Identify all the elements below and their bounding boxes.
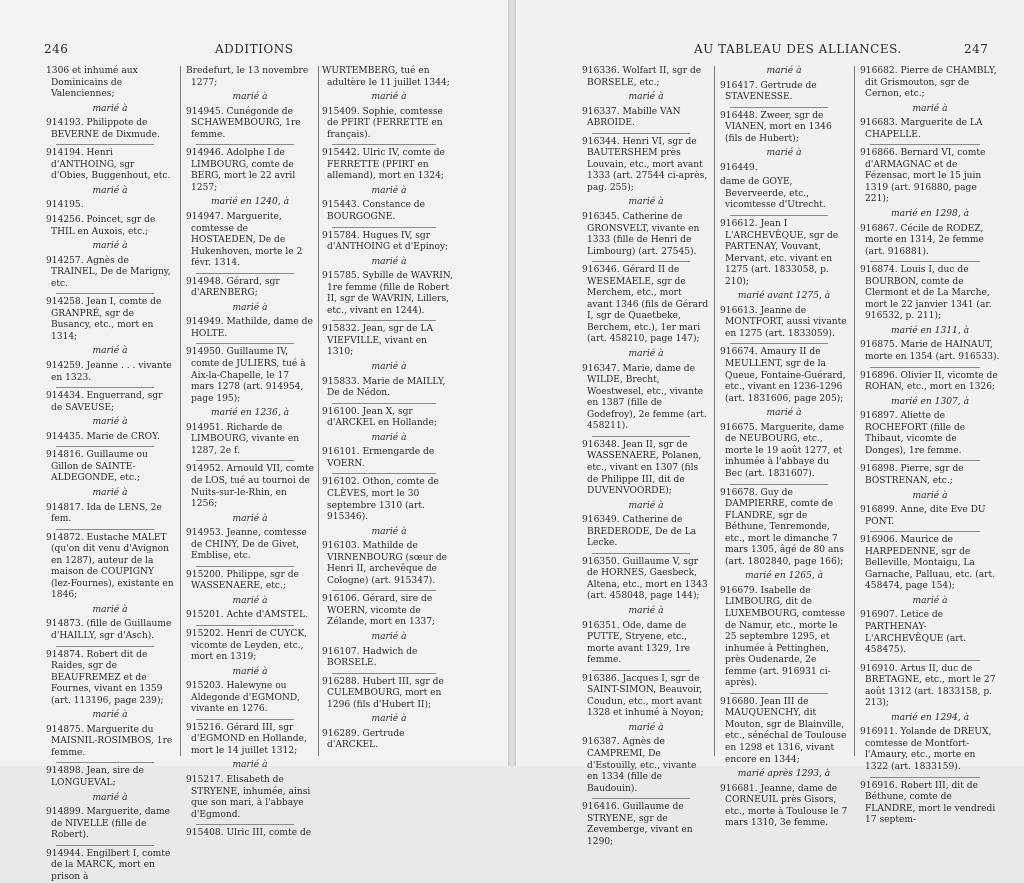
right-column-3: [860, 66, 1000, 826]
marriage-line: marié à: [766, 66, 802, 76]
entry-separator: [870, 144, 980, 145]
marriage-line: marié avant 1275, à: [737, 291, 831, 302]
entry-separator: [196, 625, 294, 626]
marriage-line: marié à: [92, 185, 128, 196]
entry-separator: [592, 133, 690, 134]
entry-separator: [56, 387, 154, 388]
genealogy-entry: 914946. Adolphe I de LIMBOURG, comte de BERG, mort le 22 avril 1257;: [186, 148, 296, 193]
genealogy-entry: 915408. Ulric III, comte de: [186, 828, 312, 839]
column-rule: [318, 66, 319, 756]
left-page-number: 246: [44, 42, 69, 56]
right-page: [516, 0, 1024, 847]
genealogy-entry: 914259. Jeanne . . . vivante en 1323.: [46, 361, 172, 383]
marriage-line: marié à: [628, 349, 664, 360]
marriage-line: marié à: [766, 408, 802, 419]
marriage-line: marié à: [92, 103, 128, 114]
genealogy-entry: 916102. Othon, comte de CLÈVES, mort le 30 septembre 1310 (art. 915346).: [322, 477, 439, 523]
genealogy-entry: 916674. Amaury II de MEULLENT, sgr de la Queue, Fontaine-Guérard, etc., vivant en 1236-1296 (art. 1831606, page 205);: [720, 347, 846, 404]
marriage-line: marié en 1311, à: [890, 325, 970, 336]
entry-separator: [592, 553, 690, 554]
marriage-line: marié à: [912, 103, 948, 114]
genealogy-entry: 915832. Jean, sgr de LA VIEFVILLE, vivant en 1310;: [322, 324, 434, 358]
genealogy-entry: 916289. Gertrude d'ARCKEL.: [322, 728, 405, 751]
marriage-line: marié à: [371, 631, 407, 642]
genealogy-entry: 915409. Sophie, comtesse de PFIRT (FERRETTE en français).: [322, 106, 443, 140]
genealogy-entry: 916347. Marie, dame de WILDE, Brecht, Woestwesel, etc., vivante en 1387 (fille de Godefroy), 2e femme (art. 458211).: [582, 363, 707, 432]
genealogy-entry: 916101. Ermengarde de VOERN.: [322, 447, 435, 469]
genealogy-entry: 916345. Catherine de GRONSVELT, vivante en 1333 (fille de Henri de Limbourg) (art. 27545).: [582, 212, 700, 257]
marriage-line: marié à: [912, 595, 948, 606]
entry-separator: [332, 473, 436, 474]
marriage-line: marié à: [628, 197, 664, 208]
genealogy-entry: 914195.: [46, 200, 84, 211]
genealogy-entry: 915442. Ulric IV, comte de FERRETTE (PFIRT en allemand), mort en 1324;: [322, 148, 445, 182]
genealogy-entry: 914258. Jean I, comte de GRANPRÉ, sgr de Busancy, etc., mort en 1314;: [46, 297, 162, 342]
entry-separator: [56, 762, 154, 763]
genealogy-entry: 916898. Pierre, sgr de BOSTRENAN, etc.;: [860, 464, 964, 486]
genealogy-entry: 915784. Hugues IV, sgr d'ANTHOING et d'Epinoy;: [322, 230, 449, 253]
right-page-header: [516, 42, 1024, 60]
genealogy-entry: 916387. Agnès de CAMPREMI, De d'Estouilly, etc., vivante en 1334 (fille de Baudouin).: [582, 737, 697, 794]
entry-separator: [730, 107, 828, 108]
genealogy-entry: 914953. Jeanne, comtesse de CHINY, De de Givet, Emblise, etc.: [186, 528, 307, 562]
genealogy-entry: 914257. Agnès de TRAINEL, De de Marigny, etc.: [46, 255, 171, 289]
marriage-line: marié à: [628, 92, 664, 103]
entry-separator: [196, 273, 294, 274]
marriage-line: marié à: [232, 302, 268, 313]
marriage-line: marié à: [371, 714, 407, 725]
entry-separator: [592, 670, 690, 671]
genealogy-entry: 916679. Isabelle de LIMBOURG, dit de LUXEMBOURG, comtesse de Namur, etc., morte le 25 septembre 1295, et inhumée à Pettinghen, près Oudenarde, 2e femme (art. 916931 ci-après).: [720, 585, 846, 689]
genealogy-entry: 916675. Marguerite, dame de NEUBOURG, etc., morte le 19 août 1277, et inhumée à l'abbaye du Bec (art. 1831607).: [720, 422, 844, 479]
marriage-line: marié à: [371, 362, 407, 373]
genealogy-entry: 916906. Maurice de HARPEDENNE, sgr de Belleville, Montaigu, La Garnache, Palluau, etc. (art. 458474, page 154);: [860, 535, 996, 592]
left-page: [0, 0, 508, 882]
genealogy-entry: 916916. Robert III, dit de Béthune, comte de FLANDRE, mort le vendredi 17 septem-: [860, 780, 996, 826]
genealogy-entry: 914952. Arnould VII, comte de LOS, tué au tournoi de Nuits-sur-le-Rhin, en 1256;: [186, 464, 314, 510]
marriage-line: marié à: [232, 666, 268, 677]
entry-separator: [870, 777, 980, 778]
entry-separator: [332, 590, 436, 591]
genealogy-entry: 1306 et inhumé aux Dominicains de Valenciennes;: [46, 66, 138, 100]
genealogy-entry: 916899. Anne, dite Eve DU PONT.: [860, 505, 986, 527]
genealogy-entry: 914949. Mathilde, dame de HOLTE.: [186, 317, 313, 339]
column-rule: [854, 66, 855, 756]
marriage-line: marié à: [92, 604, 128, 615]
marriage-line: marié à: [92, 241, 128, 252]
genealogy-entry: 916349. Catherine de BREDERODE, De de La Lecke.: [582, 515, 697, 549]
left-running-title: ADDITIONS: [215, 42, 294, 56]
marriage-line: marié à: [628, 500, 664, 511]
genealogy-entry: 914817. Ida de LENS, 2e fem.: [46, 502, 162, 525]
genealogy-entry: 916288. Hubert III, sgr de CULEMBOURG, mort en 1296 (fils d'Hubert II);: [322, 676, 444, 710]
genealogy-entry: 916911. Yolande de DREUX, comtesse de Montfort-l'Amaury, etc., morte en 1322 (art. 1833159).: [860, 727, 992, 772]
marriage-line: marié en 1307, à: [890, 396, 970, 407]
genealogy-entry: 916348. Jean II, sgr de WASSENAERE, Polanen, etc., vivant en 1307 (fils de Philippe III, dit de DUVENVOORDE);: [582, 439, 702, 497]
entry-separator: [592, 261, 690, 262]
genealogy-entry: 914951. Richarde de LIMBOURG, vivante en 1287, 2e f.: [186, 422, 300, 456]
genealogy-entry: 916416. Guillaume de STRYENE, sgr de Zevemberge, vivant en 1290;: [582, 802, 693, 847]
genealogy-entry: 916346. Gérard II de WESEMAELE, sgr de Merchem, etc., mort avant 1346 (fils de Gérard I, sgr de Quaetbeke, Berchem, etc.), 1er mari (art. 458210, page 147);: [582, 265, 709, 345]
genealogy-entry: 914872. Eustache MALET (qu'on dit venu d'Avignon en 1287), auteur de la maison de COUPIGNY (lez-Fournes), existante en 1846;: [46, 532, 174, 601]
entry-separator: [592, 798, 690, 799]
genealogy-entry: 916449.: [720, 162, 758, 173]
marriage-line: marié à: [92, 417, 128, 428]
marriage-line: marié à: [232, 595, 268, 606]
genealogy-entry: 916100. Jean X, sgr d'ARCKEL en Hollande;: [322, 406, 437, 429]
entry-separator: [56, 446, 154, 447]
right-page-number: 247: [964, 42, 989, 56]
entry-separator: [870, 460, 980, 461]
entry-separator: [332, 227, 436, 228]
genealogy-entry: 915216. Gérard III, sgr d'EGMOND en Hollande, mort le 14 juillet 1312;: [186, 722, 307, 756]
genealogy-entry: 914898. Jean, sire de LONGUEVAL;: [46, 766, 144, 788]
entry-separator: [870, 531, 980, 532]
genealogy-entry: 916336. Wolfart II, sgr de BORSELE, etc.;: [582, 66, 702, 88]
genealogy-entry: 916417. Gertrude de STAVENESSE.: [720, 80, 817, 103]
entry-separator: [196, 719, 294, 720]
genealogy-entry: 914948. Gérard, sgr d'ARENBERG;: [186, 276, 280, 299]
entry-separator: [870, 261, 980, 262]
genealogy-entry: 915443. Constance de BOURGOGNE.: [322, 200, 425, 223]
marriage-line: marié à: [92, 346, 128, 357]
entry-separator: [56, 293, 154, 294]
entry-separator: [730, 343, 828, 344]
marriage-line: marié à: [628, 605, 664, 616]
genealogy-entry: 916678. Guy de DAMPIERRE, comte de FLANDRE, sgr de Béthune, Tenremonde, etc., mort le dimanche 7 mars 1305, âgé de 80 ans (art. 1802840, page 166);: [720, 487, 844, 567]
marriage-line: marié à: [232, 92, 268, 103]
entry-separator: [730, 484, 828, 485]
genealogy-entry: 916613. Jeanne de MONTFORT, aussi vivante en 1275 (art. 1833059).: [720, 305, 847, 339]
entry-separator: [592, 436, 690, 437]
genealogy-entry: 916351. Ode, dame de PUTTE, Stryene, etc., morte avant 1329, 1re femme.: [582, 620, 691, 666]
marriage-line: marié en 1294, à: [890, 712, 970, 723]
entry-separator: [196, 460, 294, 461]
genealogy-entry: 914874. Robert dit de Raides, sgr de BEAUFREMEZ et de Fournes, vivant en 1359 (art. 113196, page 239);: [46, 649, 164, 706]
marriage-line: marié après 1293, à: [737, 769, 831, 780]
marriage-line: marié à: [92, 792, 128, 803]
entry-separator: [332, 673, 436, 674]
entry-separator: [730, 215, 828, 216]
genealogy-entry: 916350. Guillaume V, sgr de HORNES, Gaesbeck, Altena, etc., mort en 1343 (art. 458048, page 144);: [582, 556, 708, 602]
entry-separator: [56, 144, 154, 145]
genealogy-entry: 915833. Marie de MAILLY, De de Nédon.: [322, 376, 446, 399]
left-page-header: [0, 42, 508, 60]
column-rule: [714, 66, 715, 756]
genealogy-entry: 916897. Aliette de ROCHEFORT (fille de Thibaut, vicomte de Donges), 1re femme.: [860, 411, 966, 456]
genealogy-entry: 916875. Marie de HAINAUT, morte en 1354 (art. 916533).: [860, 340, 1000, 363]
entry-separator: [332, 320, 436, 321]
genealogy-entry: 915203. Halewyne ou Aldegonde d'EGMOND, vivante en 1276.: [186, 681, 300, 715]
marriage-line: marié à: [371, 526, 407, 537]
left-column-3: [322, 66, 456, 756]
genealogy-entry: 914816. Guillaume ou Gillon de SAINTE-ALDEGONDE, etc.;: [46, 450, 148, 484]
genealogy-entry: 916896. Olivier II, vicomte de ROHAN, etc., mort en 1326;: [860, 370, 998, 393]
marriage-line: marié en 1298, à: [890, 209, 970, 220]
genealogy-entry: 916386. Jacques I, sgr de SAINT-SIMON, Beauvoir, Coudun, etc., mort avant 1328 et inhumé à Noyon;: [582, 673, 704, 719]
genealogy-entry: 916683. Marguerite de LA CHAPELLE.: [860, 118, 983, 140]
genealogy-entry: 916682. Pierre de CHAMBLY, dit Grismouton, sgr de Cernon, etc.;: [860, 66, 997, 100]
genealogy-entry: 916106. Gérard, sire de WOERN, vicomte de Zélande, mort en 1337;: [322, 594, 436, 628]
marriage-line: marié à: [92, 710, 128, 721]
genealogy-entry: 915202. Henri de CUYCK, vicomte de Leyden, etc., mort en 1319;: [186, 628, 308, 663]
genealogy-entry: 916866. Bernard VI, comte d'ARMAGNAC et de Fézensac, mort le 15 juin 1319 (art. 916880, page 221);: [860, 148, 986, 205]
entry-separator: [56, 529, 154, 530]
left-column-1: [46, 66, 174, 882]
entry-separator: [730, 693, 828, 694]
genealogy-entry: 914950. Guillaume IV, comte de JULIERS, tué à Aix-la-Chapelle, le 17 mars 1278 (art. 914954, page 195);: [186, 347, 306, 404]
genealogy-entry: 916680. Jean III de MAUQUENCHY, dit Mouton, sgr de Blainville, etc., sénéchal de Toulouse en 1298 et 1316, vivant encore en 1344;: [720, 696, 847, 765]
entry-separator: [332, 403, 436, 404]
genealogy-entry: dame de GOYE, Beverveerde, etc., vicomtesse d'Utrecht.: [720, 177, 826, 211]
marriage-line: marié à: [232, 513, 268, 524]
genealogy-entry: 916337. Mabille VAN ABROIDE.: [582, 106, 681, 129]
genealogy-entry: 916907. Letice de PARTHENAY-L'ARCHEVÊQUE (art. 458475).: [860, 610, 967, 656]
left-column-2: [186, 66, 314, 839]
right-running-title: AU TABLEAU DES ALLIANCES.: [694, 42, 902, 56]
genealogy-entry: 914256. Poincet, sgr de THIL en Auxois, etc.;: [46, 215, 156, 237]
genealogy-entry: 916103. Mathilde de VIRNENBOURG (sœur de Henri II, archevêque de Cologne) (art. 915347).: [322, 541, 448, 586]
entry-separator: [196, 566, 294, 567]
genealogy-entry: Bredefurt, le 13 novembre 1277;: [186, 66, 309, 88]
genealogy-entry: 915201. Achte d'AMSTEL.: [186, 610, 309, 621]
entry-separator: [332, 144, 436, 145]
genealogy-entry: 914944. Engilbert I, comte de la MARCK, mort en prison à: [46, 848, 171, 882]
marriage-line: marié à: [371, 92, 407, 103]
marriage-line: marié en 1236, à: [210, 408, 290, 419]
genealogy-entry: 916867. Cécile de RODEZ, morte en 1314, 2e femme (art. 916881).: [860, 223, 984, 257]
entry-separator: [196, 824, 294, 825]
marriage-line: marié en 1240, à: [210, 197, 290, 208]
genealogy-entry: WURTEMBERG, tué en adultère le 11 juillet 1344;: [322, 66, 450, 88]
genealogy-entry: 914435. Marie de CROY.: [46, 431, 160, 442]
genealogy-entry: 914873. (fille de Guillaume d'HAILLY, sgr d'Asch).: [46, 619, 172, 641]
right-column-1: [582, 66, 710, 847]
genealogy-entry: 914945. Cunégonde de SCHAWEMBOURG, 1re femme.: [186, 106, 301, 140]
entry-separator: [196, 343, 294, 344]
genealogy-entry: 916910. Artus II, duc de BRETAGNE, etc., mort le 27 août 1312 (art. 1833158, p. 213);: [860, 663, 996, 709]
genealogy-entry: 914193. Philippote de BEVERNE de Dixmude.: [46, 118, 160, 140]
marriage-line: marié à: [92, 487, 128, 498]
marriage-line: marié à: [371, 432, 407, 443]
genealogy-entry: 916874. Louis I, duc de BOURBON, comte de Clermont et de La Marche, mort le 22 janvier 1341 (ar. 916532, p. 211);: [860, 265, 992, 322]
marriage-line: marié à: [371, 256, 407, 267]
entry-separator: [56, 646, 154, 647]
marriage-line: marié en 1265, à: [744, 571, 824, 582]
genealogy-entry: 916107. Hadwich de BORSELE.: [322, 646, 418, 669]
entry-separator: [196, 144, 294, 145]
genealogy-entry: 915785. Sybille de WAVRIN, 1re femme (fille de Robert II, sgr de WAVRIN, Lillers, etc., vivant en 1244).: [322, 271, 454, 316]
entry-separator: [56, 845, 154, 846]
genealogy-entry: 916344. Henri VI, sgr de BAUTERSHEM près Louvain, etc., mort avant 1333 (art. 27544 ci-après, pag. 255);: [582, 136, 708, 193]
genealogy-entry: 914947. Marguerite, comtesse de HOSTAEDEN, De de Hukenhoven, morte le 2 févr. 1314.: [186, 212, 303, 269]
genealogy-entry: 916681. Jeanne, dame de CORNEUIL près Gisors, etc., morte à Toulouse le 7 mars 1310, 3e femme.: [720, 783, 848, 829]
marriage-line: marié à: [912, 490, 948, 501]
genealogy-entry: 914194. Henri d'ANTHOING, sgr d'Obies, Buggenhout, etc.: [46, 148, 171, 182]
entry-separator: [870, 367, 980, 368]
genealogy-entry: 914434. Enguerrand, sgr de SAVEUSE;: [46, 391, 163, 413]
genealogy-entry: 916448. Zweer, sgr de VIANEN, mort en 1346 (fils de Hubert);: [720, 110, 832, 144]
genealogy-entry: 914875. Marguerite du MAISNIL-ROSIMBOS, 1re femme.: [46, 724, 173, 758]
marriage-line: marié à: [766, 148, 802, 159]
genealogy-entry: 915217. Elisabeth de STRYENE, inhumée, ainsi que son mari, à l'abbaye d'Egmond.: [186, 774, 311, 820]
genealogy-entry: 914899. Marguerite, dame de NIVELLE (fille de Robert).: [46, 807, 170, 841]
marriage-line: marié à: [232, 760, 268, 771]
genealogy-entry: 916612. Jean I L'ARCHEVÊQUE, sgr de PARTENAY, Vouvant, Mervant, etc. vivant en 1275 (art. 1833058, p. 210);: [720, 219, 839, 287]
marriage-line: marié à: [371, 185, 407, 196]
entry-separator: [870, 660, 980, 661]
column-rule: [180, 66, 181, 756]
book-gutter: [508, 0, 516, 766]
genealogy-entry: 915200. Philippe, sgr de WASSENAERE, etc.;: [186, 569, 299, 592]
right-column-2: [720, 66, 848, 829]
marriage-line: marié à: [628, 722, 664, 733]
